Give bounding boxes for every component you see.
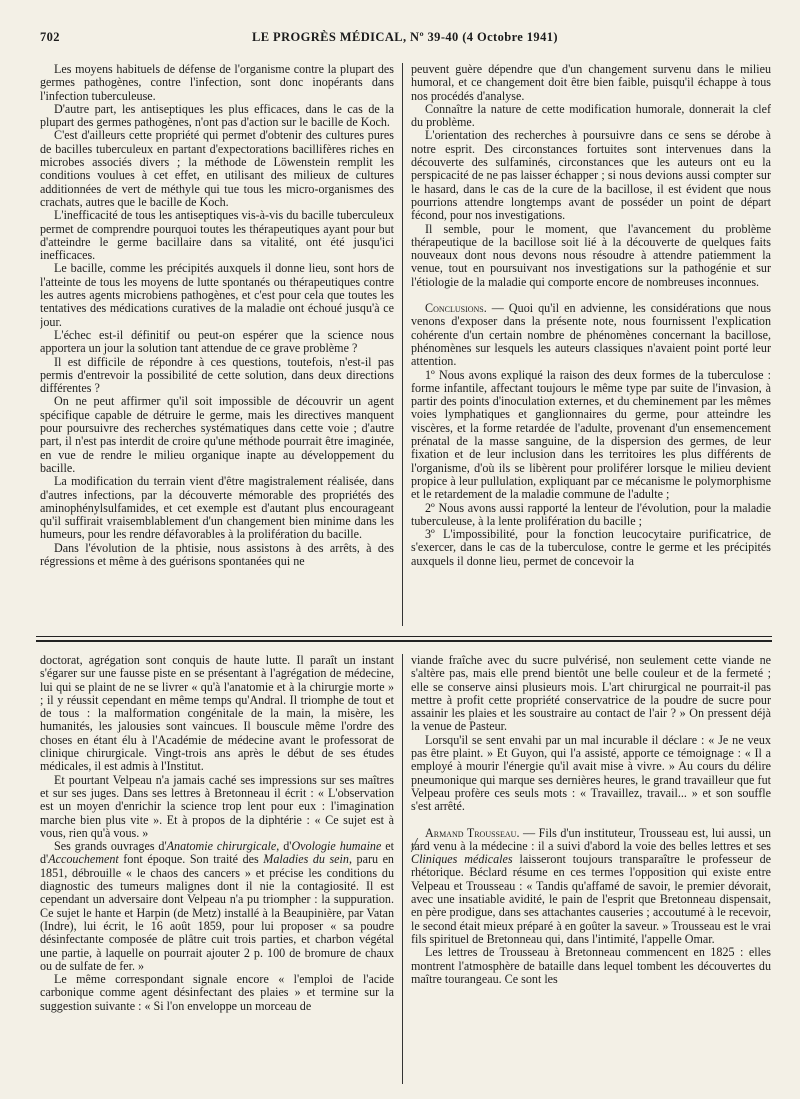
text-run: laisseront toujours transparaître le professeur de rhétorique. Béclard résume en ces termes l'opposition qui existe entre Velpeau et Trousseau : « Tandis qu'affamé de savoir, le premier dévorait, avec une insatiable avidité, le pain de l'esprit que Bretonneau dispensait, en père prodigue, dans ses attachantes causeries ; accoutumé à le recevoir, le second était mieux préparé à en goûter la saveur. » Trousseau est le vrai fils spirituel de Bretonneau qui, dans l'intimité, l'appelle Omar. bbox=[411, 852, 771, 946]
paragraph: L'échec est-il définitif ou peut-on espérer que la science nous apportera un jour la solution tant attendue de ce grave problème ? bbox=[40, 327, 394, 356]
section-divider bbox=[36, 640, 772, 642]
paragraph: C'est d'ailleurs cette propriété qui permet d'obtenir des cultures pures de bacilles tuberculeux en partant d'expectorations bacillifères riches en microbes associés divers ; la méthode de Löwenstein remplit les conditions voulues à cet effet, en utilisant des milieux de cultures additionnées de vert de méthyle qui tue tous les micro-organismes des crachats, autres que le bacille de Koch. bbox=[40, 128, 394, 209]
paragraph: La modification du terrain vient d'être magistralement réalisée, dans d'autres infections, par la découverte mémorable des propriétés des aminophénylsulfamides, et cet exemple est d'autant plus encourageant qu'il suffirait vraisemblablement d'un changement bien minime dans les humeurs, pour les rendre défavorables à la prolifération du bacille. bbox=[40, 474, 394, 542]
paragraph: Le bacille, comme les précipités auxquels il donne lieu, sont hors de l'atteinte de tous les moyens de lutte spontanés ou thérapeutiques contre les autres agents microbiens pathogènes, et c'est pour cela que toutes les tentatives des médications curatives de la maladie ont échoué jusqu'à ce jour. bbox=[40, 261, 394, 329]
paragraph: Il est difficile de répondre à ces questions, toutefois, n'est-il pas permis d'entrevoir la possibilité de cette solution, dans deux directions différentes ? bbox=[40, 354, 394, 396]
conclusions-heading: Conclusions. bbox=[425, 301, 487, 316]
paragraph: peuvent guère dépendre que d'un changement survenu dans le milieu humoral, et ce changement doit être bien faible, puisqu'il échappe à tous nos procédés d'analyse. bbox=[411, 63, 771, 103]
conclusions-text: — Quoi qu'il en advienne, les considérations que nous venons d'exposer dans la présente note, nous fournissent l'explication cohérente d'un certain nombre de phénomènes concernant la bacillose, phénomènes sur lesquels les auteurs classiques n'avaient point porté leur attention. bbox=[411, 301, 771, 369]
text-run: et d' bbox=[40, 839, 394, 867]
text-run: font époque. Son traité des bbox=[118, 852, 264, 867]
book-title: Ovologie humaine bbox=[291, 839, 382, 854]
conclusion-point: 1º Nous avons expliqué la raison des deux formes de la tuberculose : forme infantile, affectant toujours le même type par suite de l'invasion, à partir des points d'inoculation externes, et du cheminement par les mêmes voies lymphatiques et ganglionnaires du germe, pour atteindre les viscères, et la forme retardée de l'adulte, provenant d'un ensemencement prénatal de la masse sanguine, de la dispersion des germes, de leur fixation et de leur inclusion dans les territoires les plus différents de l'organisme, d'où ils se libèrent pour proliférer lorsque le milieu devient propice à leur pullulation, expliquant par ce mécanisme le polymorphisme et le retardement de la maladie commune de l'adulte ; bbox=[411, 367, 771, 502]
book-title: Maladies du sein bbox=[263, 852, 349, 867]
paragraph: doctorat, agrégation sont conquis de haute lutte. Il paraît un instant s'égarer sur une fausse piste en se présentant à l'agrégation de médecine, lui qui se plaint de ne se livrer « qu'à l'anatomie et à la chirurgie morte » ; il y réussit cependant en même temps qu'Andral. Il triomphe de tout et de tous : la malformation congénitale de la main, la misère, les humanités, les jalousies sont vaincues. Il bouscule même l'ordre des choses en étant élu à l'Académie de médecine avant le professorat de clinique chirurgicale. Vingt-trois ans après le début de ses études médicales, il est admis à l'Institut. bbox=[40, 654, 394, 774]
section-heading: Armand Trousseau. bbox=[425, 825, 520, 840]
paragraph: Lorsqu'il se sent envahi par un mal incurable il déclare : « Je ne veux pas être plaint. » Et Guyon, qui l'a assisté, apporte ce témoignage : « Il a employé à mourir l'énergie qu'il avait mise à vivre. » Au cours du délire pneumonique qui marque ses dernières heures, le grand travailleur que fut Velpeau profère ces seuls mots : « Travaillez, travail... » et son souffle s'est arrêté. bbox=[411, 732, 771, 814]
feature-column-bottom-right bbox=[411, 654, 771, 1084]
paragraph: Et pourtant Velpeau n'a jamais caché ses impressions sur ses maîtres et sur ses juges. Dans ses lettres à Bretonneau il écrit : « L'observation est un moyen d'enrichir la science trop lent pour eux : l'imagination marche bien plus vite ». Et à propos de la diphtérie : « Ce sujet est à vous, rien qu'à vous. » bbox=[40, 772, 394, 840]
paragraph: Les lettres de Trousseau à Bretonneau commencent en 1825 : elles montrent l'atmosphère de bataille dans lequel tombent les découvertes du maître tourangeau. Ce sont les bbox=[411, 945, 771, 986]
page-number: 702 bbox=[40, 30, 60, 44]
paragraph: viande fraîche avec du sucre pulvérisé, non seulement cette viande ne s'altère pas, mais elle prend bientôt une belle couleur et de la fermeté ; elle se conserve ainsi plusieurs mois. L'art chirurgical ne pourrait-il pas mettre à profit cette propriété conservatrice de la poudre de sucre pour assainir les plaies et les soustraire au contact de l'air ? » On pressent déjà la venue de Pasteur. bbox=[411, 654, 771, 734]
section-paragraph bbox=[411, 827, 771, 947]
book-title: Accouchement bbox=[48, 852, 119, 867]
section-divider bbox=[36, 636, 772, 637]
text-run: , paru en 1851, débrouille « le chaos des cancers » et précise les conditions du diagnostic des tumeurs malignes dont il nie la contagiosité. Il est cependant un adversaire dont Velpeau n'a pu triompher : la suppuration. Ce sujet le hante et Harpin (de Metz) installé à la Beaupinière, par Vatan (Indre), lui écrit, le 16 août 1859, pour lui proposer « sa poudre désinfectante composée de plâtre cuit trois parties, et charbon végétal une partie, à laquelle on pourrait ajouter 2 p. 100 de bromure de chaux ou de sulfate de fer. » bbox=[40, 852, 394, 973]
feature-column-bottom-left bbox=[40, 654, 394, 1084]
text-run: Ses grands ouvrages d' bbox=[54, 839, 167, 854]
paragraph: Il semble, pour le moment, que l'avancement du problème thérapeutique de la bacillose soit lié à la découverte de quelques faits nouveaux dont nous devons nous résoudre à attendre patiemment la venue, tout en poursuivant nos investigations sur la pathogénie et sur l'étiologie de la maladie qui comporte encore de nombreuses inconnues. bbox=[411, 221, 771, 289]
book-title: Anatomie chirurgicale bbox=[166, 839, 277, 854]
paragraph: L'orientation des recherches à poursuivre dans ce sens se dérobe à notre esprit. Des circonstances fortuites sont intervenues dans la découverte des sulfaminés, circonstances que les auteurs ont eu la perspicacité de ne pas laisser échapper ; si nous devions aussi compter sur le hasard, dans le cas de la cure de la bacillose, il est évident que nous pourrions attendre longtemps avant de posséder un point de départ fécond, pour nos investigations. bbox=[411, 128, 771, 223]
paragraph: Le même correspondant signale encore « l'emploi de l'acide carbonique comme agent désinfectant des plaies » et termine sur la suggestion suivante : « Si l'on enveloppe un morceau de bbox=[40, 972, 394, 1013]
paragraph: D'autre part, les antiseptiques les plus efficaces, dans le cas de la plupart des germes pathogènes, n'ont pas d'action sur le bacille de Koch. bbox=[40, 101, 394, 130]
book-title: Cliniques médicales bbox=[411, 852, 513, 867]
column-divider bbox=[402, 63, 403, 626]
paragraph: On ne peut affirmer qu'il soit impossible de découvrir un agent spécifique capable de détruire le germe, mais les directives manquent pour poursuivre des recherches systématiques dans cette voie ; d'autre part, il n'est pas interdit de croire qu'une méthode pourrait être imaginée, en vue de rendre le milieu organique inapte au développement du bacille. bbox=[40, 394, 394, 475]
paragraph: Les moyens habituels de défense de l'organisme contre la plupart des germes pathogènes, contre l'infection, sont donc inopérants dans l'infection tuberculeuse. bbox=[40, 63, 394, 103]
article-column-top-left bbox=[40, 63, 394, 628]
paragraph: Connaître la nature de cette modification humorale, donnerait la clef du problème. bbox=[411, 101, 771, 130]
conclusions-paragraph bbox=[411, 302, 771, 368]
text-run: , d' bbox=[276, 839, 292, 854]
paragraph: L'inefficacité de tous les antiseptiques vis-à-vis du bacille tuberculeux permet de comprendre pourquoi toutes les thérapeutiques ayant pour but d'atteindre le germe bacillaire dans sa vitalité, ont été jusqu'ici inefficaces. bbox=[40, 208, 394, 263]
text-run: — Fils d'un instituteur, Trousseau est, lui aussi, un tard venu à la médecine : il a suivi d'abord la voie des belles lettres et ses bbox=[411, 825, 771, 853]
column-divider bbox=[402, 654, 403, 1084]
paragraph: Dans l'évolution de la phtisie, nous assistons à des arrêts, à des régressions et même à des guérisons spontanées qui ne bbox=[40, 540, 394, 568]
journal-title: LE PROGRÈS MÉDICAL, Nº 39-40 (4 Octobre 1941) bbox=[252, 30, 558, 44]
article-column-top-right bbox=[411, 63, 771, 628]
paragraph bbox=[40, 840, 394, 973]
conclusion-point: 3º L'impossibilité, pour la fonction leucocytaire purificatrice, de s'exercer, dans le cas de la tuberculose, contre le germe et les précipités auxquels il donne lieu, permet de concevoir la bbox=[411, 527, 771, 568]
conclusion-point: 2º Nous avons aussi rapporté la lenteur de l'évolution, pour la maladie tuberculeuse, à la lente prolifération du bacille ; bbox=[411, 500, 771, 528]
page-header bbox=[40, 30, 770, 48]
